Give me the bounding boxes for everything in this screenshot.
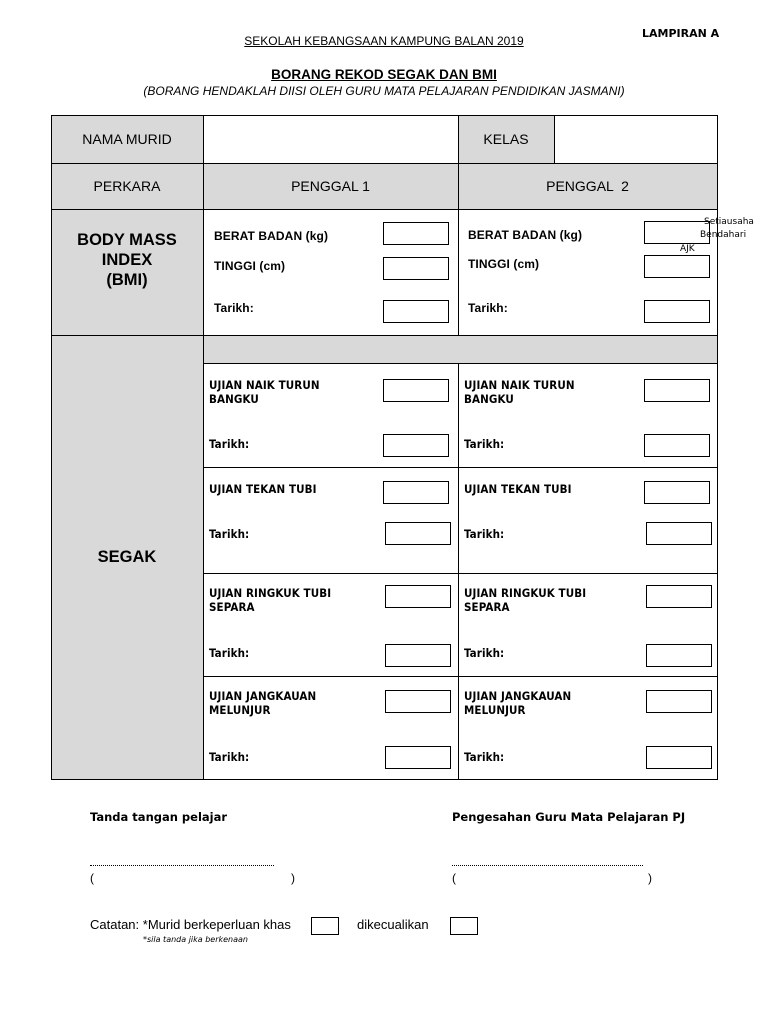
school-name: SEKOLAH KEBANGSAAN KAMPUNG BALAN 2019 — [244, 34, 524, 48]
jangkauan-label-p1 — [209, 689, 316, 717]
tarikh-input-tekan-tubi-p2[interactable] — [646, 522, 712, 545]
tekan-tubi-input-p1[interactable] — [383, 481, 449, 504]
row-line — [51, 209, 718, 210]
col-line — [203, 115, 204, 780]
col-line — [458, 209, 459, 335]
ringkuk-input-p2[interactable] — [646, 585, 712, 608]
naik-turun-line-1: UJIAN NAIK TURUN — [209, 378, 320, 392]
nama-murid-value-cell[interactable] — [203, 115, 458, 163]
tinggi-label-p2: TINGGI (cm) — [468, 257, 540, 271]
tekan-tubi-input-p2[interactable] — [644, 481, 710, 504]
tinggi-label-p1: TINGGI (cm) — [214, 259, 286, 273]
tarikh-input-jangkauan-p1[interactable] — [385, 746, 451, 769]
tanda-tangan-label: Tanda tangan pelajar — [90, 810, 228, 824]
segak-header-strip — [203, 335, 717, 363]
tekan-tubi-label-p1: UJIAN TEKAN TUBI — [209, 482, 317, 496]
tarikh-label-naik-turun-p2: Tarikh: — [464, 437, 505, 451]
naik-turun-input-p1[interactable] — [383, 379, 449, 402]
naik-turun-label-p1 — [209, 378, 320, 406]
ringkuk-line-2: SEPARA — [464, 600, 510, 614]
signature-line-pelajar[interactable] — [90, 865, 274, 866]
ringkuk-line-1: UJIAN RINGKUK TUBI — [464, 586, 587, 600]
row-line — [203, 363, 718, 364]
jangkauan-line-1: UJIAN JANGKAUAN — [209, 689, 317, 703]
ringkuk-line-2: SEPARA — [209, 600, 255, 614]
table-border-left — [51, 115, 52, 780]
bmi-label — [51, 230, 203, 290]
catatan-note: *sila tanda jika berkenaan — [143, 935, 249, 944]
row-line — [203, 467, 718, 468]
jangkauan-line-2: MELUNJUR — [209, 703, 271, 717]
paren-close-pelajar: ) — [291, 871, 295, 885]
col-line — [554, 115, 555, 163]
signature-line-guru[interactable] — [452, 865, 643, 866]
col-line — [458, 363, 459, 780]
tarikh-label-naik-turun-p1: Tarikh: — [209, 437, 250, 451]
tarikh-input-bmi-p1[interactable] — [383, 300, 449, 323]
kelas-value-cell[interactable] — [554, 115, 717, 163]
tinggi-input-p1[interactable] — [383, 257, 449, 280]
bmi-line-1: BODY MASS — [77, 231, 177, 249]
table-border-bottom — [51, 779, 718, 780]
bmi-line-2: INDEX — [101, 251, 153, 269]
ringkuk-line-1: UJIAN RINGKUK TUBI — [209, 586, 332, 600]
lampiran-label: LAMPIRAN A — [642, 27, 720, 40]
naik-turun-line-2: BANGKU — [209, 392, 259, 406]
tinggi-input-p2[interactable] — [644, 255, 710, 278]
tarikh-label-tekan-tubi-p1: Tarikh: — [209, 527, 250, 541]
row-line — [51, 163, 718, 164]
table-border-right — [717, 115, 718, 780]
jangkauan-input-p1[interactable] — [385, 690, 451, 713]
tarikh-input-ringkuk-p2[interactable] — [646, 644, 712, 667]
tarikh-label-bmi-p2: Tarikh: — [468, 301, 508, 315]
dikecualikan-checkbox[interactable] — [450, 917, 478, 935]
nama-murid-label: NAMA MURID — [82, 131, 172, 147]
tarikh-label-tekan-tubi-p2: Tarikh: — [464, 527, 505, 541]
tarikh-input-jangkauan-p2[interactable] — [646, 746, 712, 769]
berat-badan-input-p1[interactable] — [383, 222, 449, 245]
tarikh-input-naik-turun-p1[interactable] — [383, 434, 449, 457]
ringkuk-label-p2 — [464, 586, 586, 614]
segak-label: SEGAK — [97, 547, 157, 566]
paren-open-guru: ( — [452, 871, 456, 885]
dikecualikan-label: dikecualikan — [357, 917, 429, 932]
col-line — [458, 115, 459, 209]
tekan-tubi-label-p2: UJIAN TEKAN TUBI — [464, 482, 572, 496]
tarikh-label-bmi-p1: Tarikh: — [214, 301, 254, 315]
form-title: BORANG REKOD SEGAK DAN BMI — [271, 67, 497, 82]
side-note-setiausaha: Setiausaha — [704, 217, 754, 227]
catatan-label: Catatan: *Murid berkeperluan khas — [90, 917, 291, 932]
naik-turun-line-1: UJIAN NAIK TURUN — [464, 378, 575, 392]
kelas-label: KELAS — [483, 131, 529, 147]
penggal-2-label: PENGGAL 2 — [546, 178, 629, 194]
paren-close-guru: ) — [648, 871, 652, 885]
berat-badan-label-p1: BERAT BADAN (kg) — [214, 229, 329, 243]
table-border-top — [51, 115, 718, 116]
penggal-1-label: PENGGAL 1 — [291, 178, 370, 194]
jangkauan-input-p2[interactable] — [646, 690, 712, 713]
tarikh-input-tekan-tubi-p1[interactable] — [385, 522, 451, 545]
jangkauan-line-1: UJIAN JANGKAUAN — [464, 689, 572, 703]
khas-checkbox[interactable] — [311, 917, 339, 935]
jangkauan-label-p2 — [464, 689, 571, 717]
side-note-bendahari: Bendahari — [700, 230, 747, 240]
tarikh-input-naik-turun-p2[interactable] — [644, 434, 710, 457]
row-line — [51, 335, 718, 336]
tarikh-label-jangkauan-p1: Tarikh: — [209, 750, 250, 764]
bmi-line-3: (BMI) — [106, 271, 148, 289]
paren-open-pelajar: ( — [90, 871, 94, 885]
naik-turun-label-p2 — [464, 378, 575, 406]
form-subtitle: (BORANG HENDAKLAH DIISI OLEH GURU MATA PELAJARAN PENDIDIKAN JASMANI) — [143, 84, 625, 98]
pengesahan-label: Pengesahan Guru Mata Pelajaran PJ — [452, 810, 686, 824]
tarikh-label-ringkuk-p2: Tarikh: — [464, 646, 505, 660]
row-line — [203, 573, 718, 574]
tarikh-label-jangkauan-p2: Tarikh: — [464, 750, 505, 764]
side-note-ajk: AJK — [680, 244, 695, 254]
berat-badan-label-p2: BERAT BADAN (kg) — [468, 228, 583, 242]
jangkauan-line-2: MELUNJUR — [464, 703, 526, 717]
ringkuk-input-p1[interactable] — [385, 585, 451, 608]
tarikh-input-bmi-p2[interactable] — [644, 300, 710, 323]
perkara-label: PERKARA — [93, 178, 161, 194]
naik-turun-line-2: BANGKU — [464, 392, 514, 406]
tarikh-input-ringkuk-p1[interactable] — [385, 644, 451, 667]
ringkuk-label-p1 — [209, 586, 331, 614]
row-line — [203, 676, 718, 677]
tarikh-label-ringkuk-p1: Tarikh: — [209, 646, 250, 660]
naik-turun-input-p2[interactable] — [644, 379, 710, 402]
